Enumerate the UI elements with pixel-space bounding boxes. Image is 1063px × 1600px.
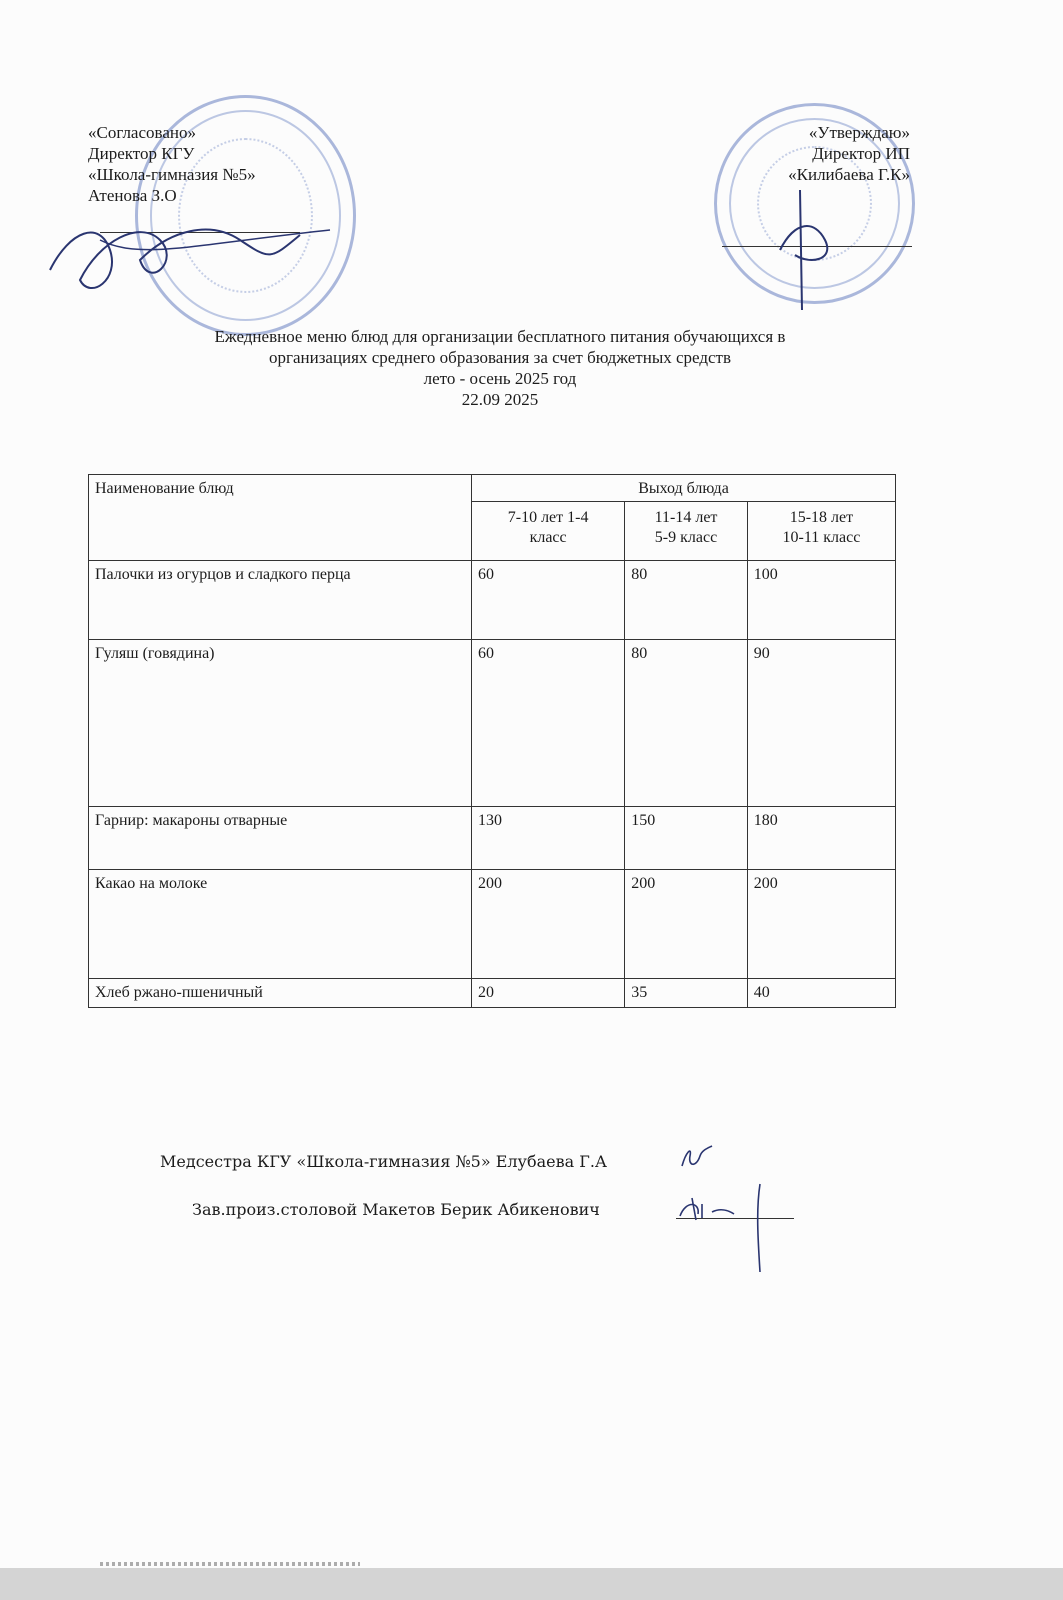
yield-cell: 200 — [625, 870, 748, 979]
column-header-dish-name: Наименование блюд — [89, 475, 472, 561]
nurse-signature-line: Медсестра КГУ «Школа-гимназия №5» Елубаева Г.А — [160, 1152, 608, 1171]
yield-cell: 60 — [472, 561, 625, 640]
yield-cell: 180 — [747, 807, 895, 870]
approval-right-line: Директор ИП — [812, 144, 910, 163]
title-date: 22.09 2025 — [461, 390, 539, 409]
chef-signature-icon — [672, 1180, 792, 1275]
table-row — [89, 807, 896, 870]
column-header-portion-yield: Выход блюда — [472, 475, 896, 502]
document-title — [90, 326, 910, 410]
yield-cell: 20 — [472, 979, 625, 1008]
age-group-label: 15-18 лет — [789, 509, 854, 526]
yield-cell: 200 — [472, 870, 625, 979]
grade-label: 5-9 класс — [654, 529, 718, 546]
yield-cell: 80 — [625, 561, 748, 640]
title-period: лето - осень 2025 год — [423, 369, 577, 388]
yield-cell: 200 — [747, 870, 895, 979]
yield-cell: 40 — [747, 979, 895, 1008]
signature-left-icon — [40, 200, 340, 310]
table-row — [89, 640, 896, 807]
table-row — [89, 870, 896, 979]
approval-right-line: «Килибаева Г.К» — [788, 165, 910, 184]
yield-cell: 90 — [747, 640, 895, 807]
age-group-label: 7-10 лет 1-4 — [507, 509, 589, 526]
title-line: организациях среднего образования за счет бюджетных средств — [268, 348, 732, 367]
yield-cell: 150 — [625, 807, 748, 870]
approval-left-line: «Школа-гимназия №5» — [88, 165, 256, 184]
dish-name-cell: Хлеб ржано-пшеничный — [89, 979, 472, 1008]
table-row — [89, 979, 896, 1008]
title-line: Ежедневное меню блюд для организации бесплатного питания обучающихся в — [214, 327, 786, 346]
scan-bottom-edge — [0, 1568, 1063, 1600]
dish-name-cell: Гуляш (говядина) — [89, 640, 472, 807]
chef-signature-line: Зав.произ.столовой Макетов Берик Абикенович — [192, 1200, 600, 1219]
scan-edge-marks — [100, 1562, 360, 1566]
nurse-signature-icon — [678, 1142, 714, 1170]
column-header-age-15-18 — [747, 502, 895, 561]
age-group-label: 11-14 лет — [654, 509, 718, 526]
column-header-age-11-14 — [625, 502, 748, 561]
approval-left-line: «Согласовано» — [88, 123, 196, 142]
dish-name-cell: Палочки из огурцов и сладкого перца — [89, 561, 472, 640]
grade-label: класс — [529, 529, 567, 546]
signature-right-icon — [770, 170, 850, 320]
yield-cell: 35 — [625, 979, 748, 1008]
approval-left-line: Атенова З.О — [88, 186, 177, 205]
table-row — [89, 561, 896, 640]
approval-right-line: «Утверждаю» — [808, 123, 910, 142]
grade-label: 10-11 класс — [782, 529, 861, 546]
yield-cell: 100 — [747, 561, 895, 640]
yield-cell: 130 — [472, 807, 625, 870]
yield-cell: 60 — [472, 640, 625, 807]
approval-left-line: Директор КГУ — [88, 144, 195, 163]
approval-agreed-block — [88, 122, 256, 206]
yield-cell: 80 — [625, 640, 748, 807]
menu-table — [88, 474, 896, 1008]
column-header-age-7-10 — [472, 502, 625, 561]
dish-name-cell: Какао на молоке — [89, 870, 472, 979]
dish-name-cell: Гарнир: макароны отварные — [89, 807, 472, 870]
